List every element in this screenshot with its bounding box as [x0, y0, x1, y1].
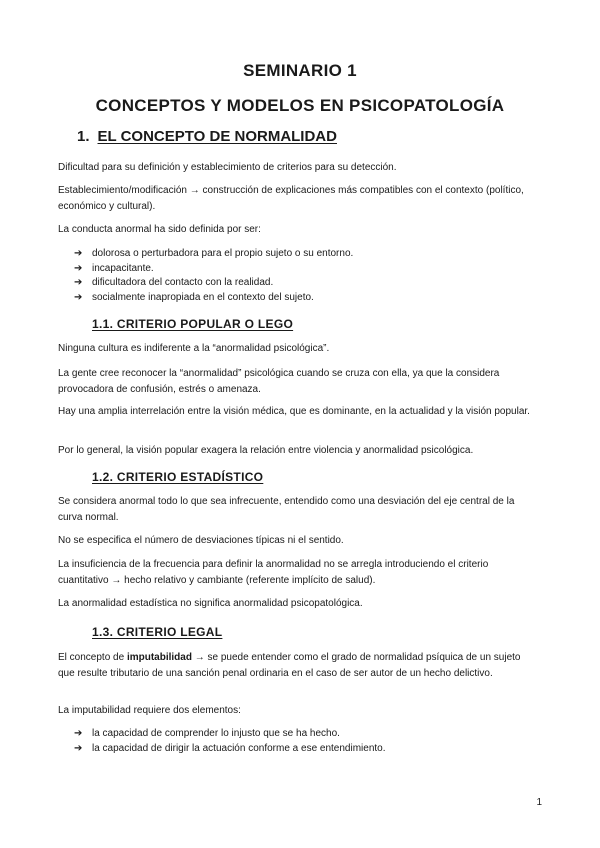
section-1-3-bullet-list [74, 727, 386, 756]
section-1-2-paragraph-3: La insuficiencia de la frecuencia para definir la anormalidad no se arregla introduciendo el criterio cuantitativo → hecho relativo y cambiante (referente implícito de salud). [58, 559, 489, 586]
section-1-1-heading: 1.1. CRITERIO POPULAR O LEGO [92, 317, 294, 331]
list-item: ➔ incapacitante. [74, 262, 353, 277]
section-1-2-paragraph-2: No se especifica el número de desviaciones típicas ni el sentido. [58, 535, 344, 546]
main-title: CONCEPTOS Y MODELOS EN PSICOPATOLOGÍA [95, 96, 505, 115]
section-1-bullet-list [74, 247, 353, 305]
page-number: 1 [536, 797, 542, 808]
section-1-1-paragraph-1: Ninguna cultura es indiferente a la “anormalidad psicológica”. [58, 343, 330, 354]
section-1-title: EL CONCEPTO DE NORMALIDAD [97, 128, 337, 145]
arrow-icon: ➔ [74, 262, 83, 274]
section-1-heading [77, 128, 337, 145]
section-1-3-heading: 1.3. CRITERIO LEGAL [92, 625, 223, 639]
section-1-1-paragraph-4: Por lo general, la visión popular exagera la relación entre violencia y anormalidad psicológica. [58, 445, 474, 456]
list-item: ➔ la capacidad de comprender lo injusto que se ha hecho. [74, 727, 386, 742]
arrow-icon: ➔ [74, 291, 83, 303]
imputabilidad-term: imputabilidad [126, 652, 192, 663]
list-item: ➔ dificultadora del contacto con la realidad. [74, 276, 353, 291]
section-1-paragraph-1: Dificultad para su definición y establecimiento de criterios para su detección. [58, 162, 397, 173]
arrow-icon: ➔ [74, 277, 83, 288]
arrow-icon: ➔ [74, 248, 83, 259]
section-1-2-paragraph-1: Se considera anormal todo lo que sea infrecuente, entendido como una desviación del eje central de la curva normal. [58, 496, 515, 523]
list-item: ➔ socialmente inapropiada en el contexto del sujeto. [74, 291, 353, 306]
section-1-number: 1. [77, 128, 90, 145]
section-1-paragraph-2: Establecimiento/modificación → construcción de explicaciones más compatibles con el contexto (político, económico y cultural). [58, 185, 524, 212]
list-item: ➔ dolorosa o perturbadora para el propio sujeto o su entorno. [74, 247, 353, 262]
seminar-title: SEMINARIO 1 [243, 61, 357, 80]
section-1-3-paragraph-2: La imputabilidad requiere dos elementos: [58, 705, 241, 716]
section-1-2-heading: 1.2. CRITERIO ESTADÍSTICO [92, 470, 264, 484]
arrow-icon: ➔ [74, 742, 83, 754]
section-1-1-paragraph-2: La gente cree reconocer la “anormalidad” psicológica cuando se cruza con ella, ya que la considera provocadora de confusión, estrés o amenaza. [58, 368, 500, 395]
list-item: ➔ la capacidad de dirigir la actuación conforme a ese entendimiento. [74, 742, 386, 757]
section-1-paragraph-3: La conducta anormal ha sido definida por ser: [58, 224, 261, 235]
section-1-1-paragraph-3: Hay una amplia interrelación entre la visión médica, que es dominante, en la actualidad y la visión popular. [58, 406, 530, 417]
section-1-2-paragraph-4: La anormalidad estadística no significa anormalidad psicopatológica. [58, 598, 363, 609]
arrow-icon: ➔ [74, 728, 83, 739]
section-1-3-paragraph-1: El concepto de imputabilidad → se puede entender como el grado de normalidad psíquica de un sujeto que resulte tributario de una sanción penal ordinaria en el caso de ser autor de un hecho delictivo. [58, 652, 521, 679]
